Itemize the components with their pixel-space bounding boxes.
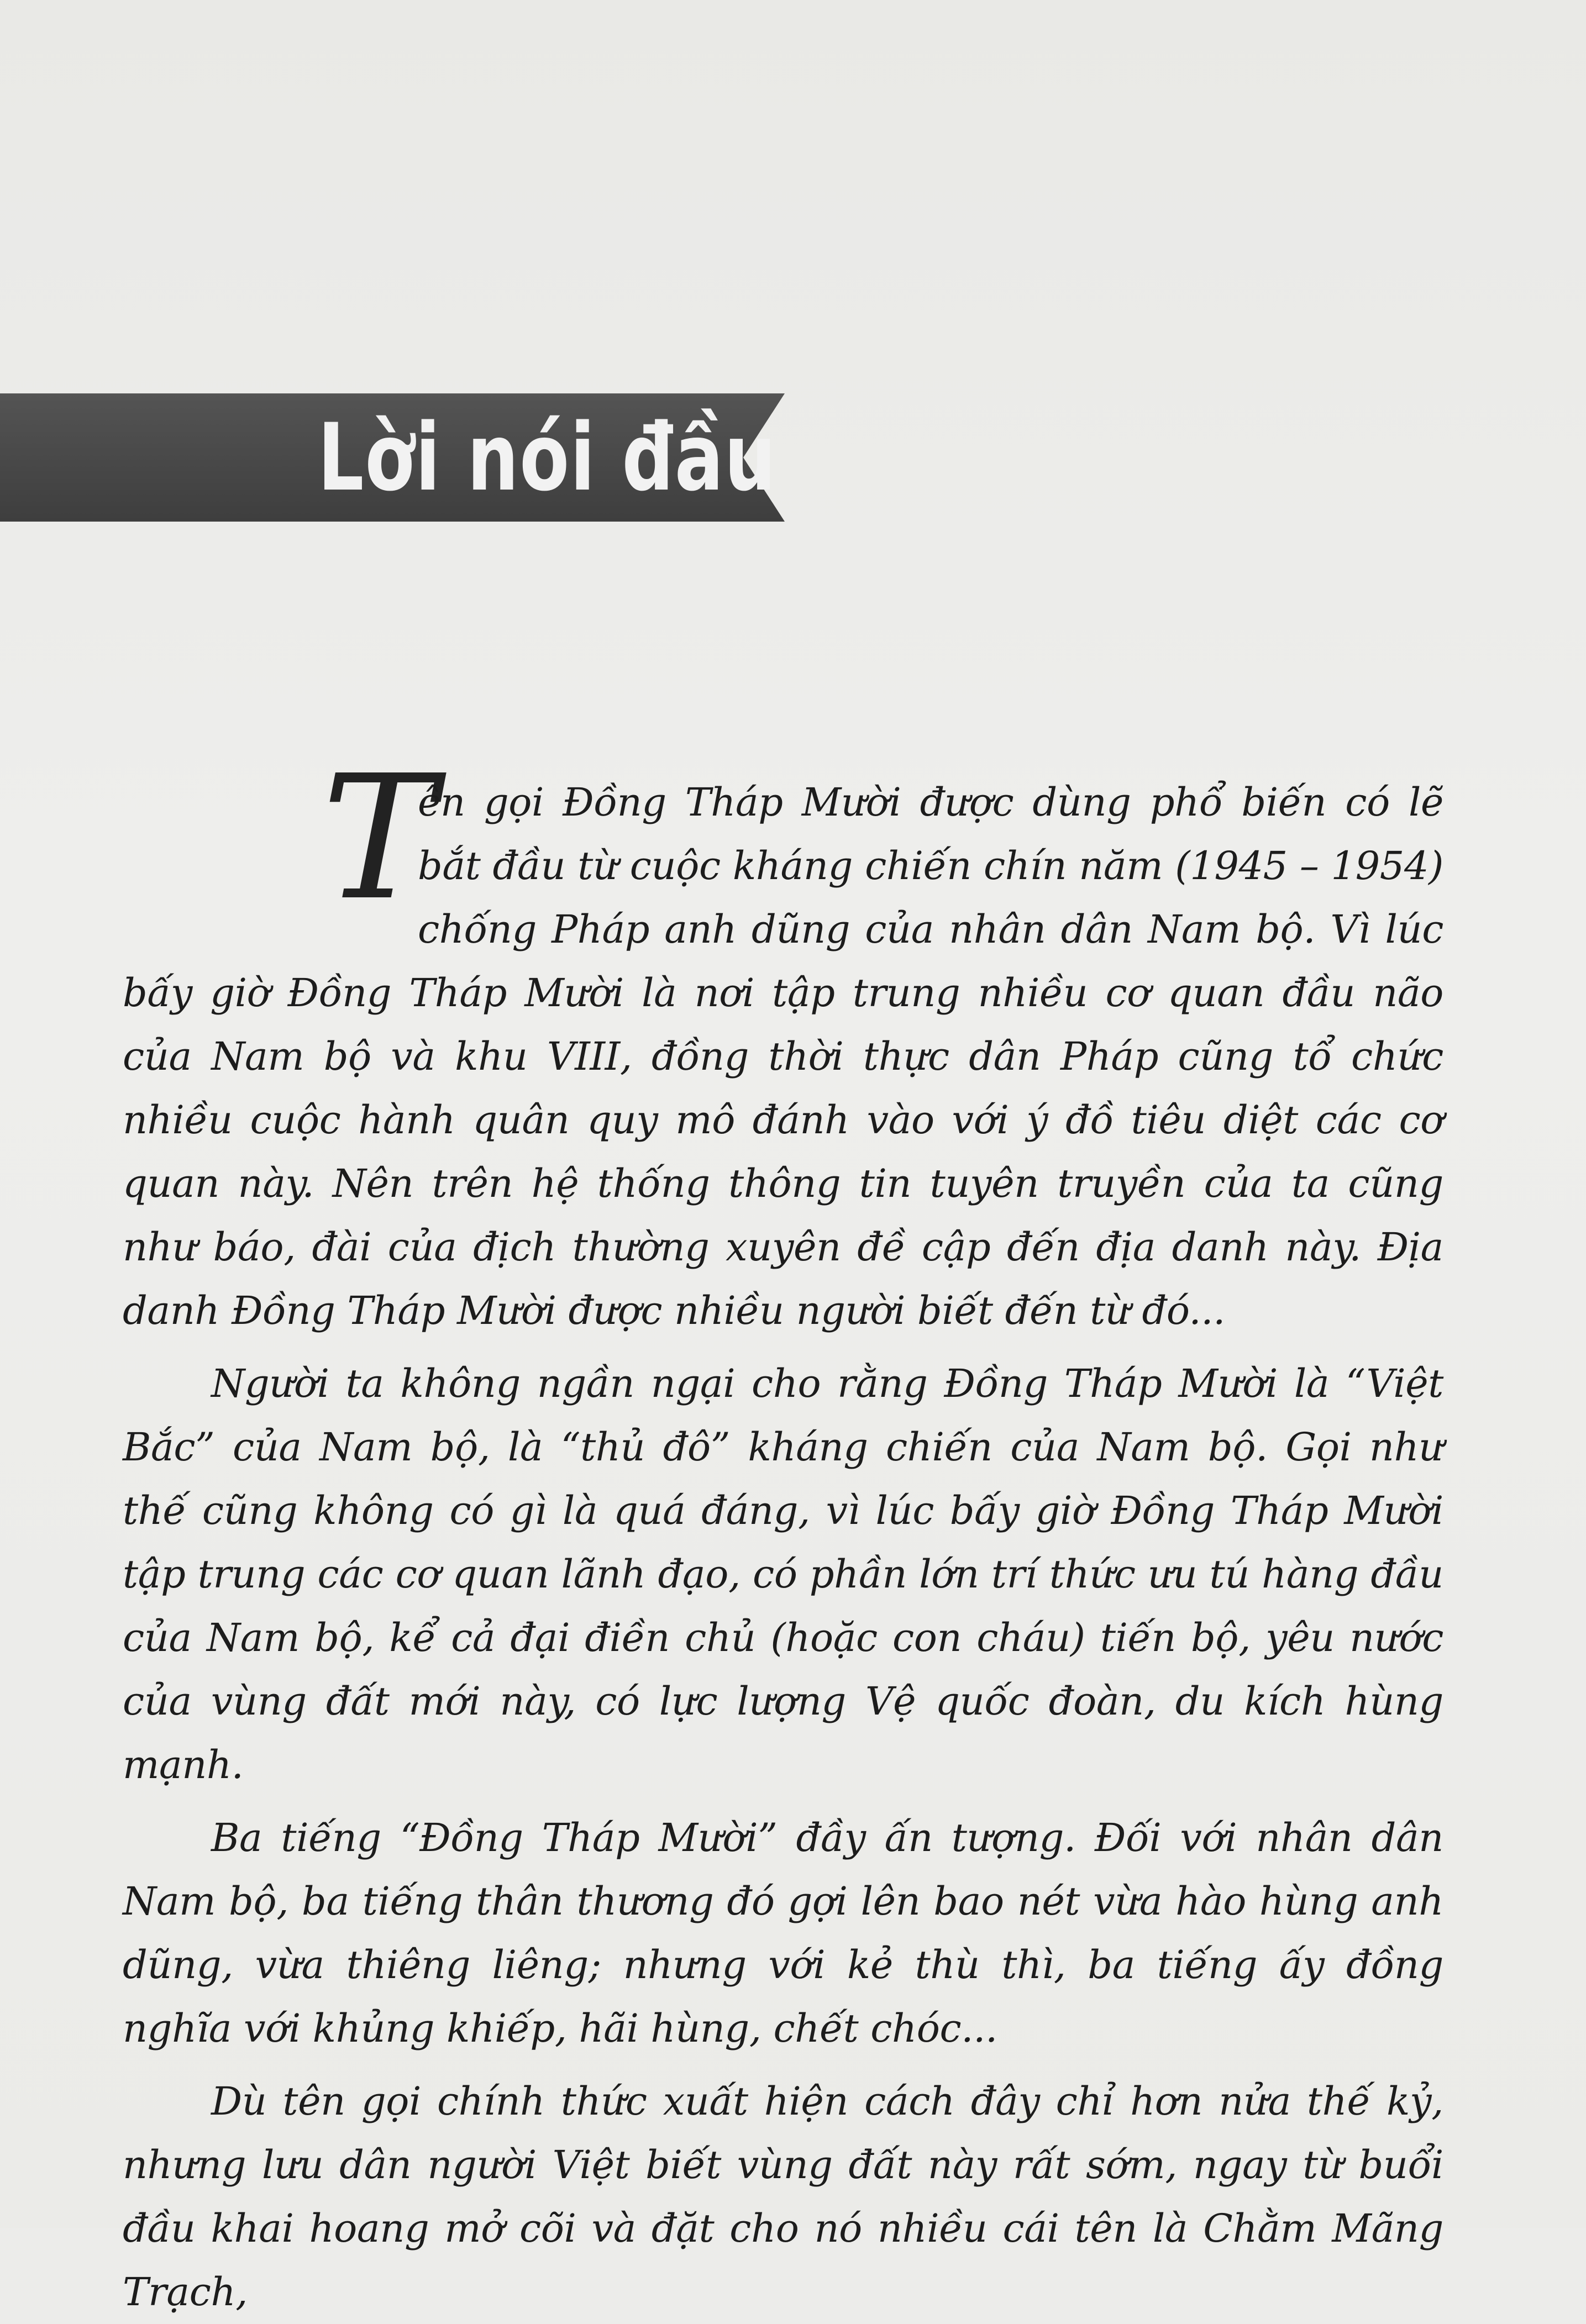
- paragraph-4: Dù tên gọi chính thức xuất hiện cách đây chỉ hơn nửa thế kỷ, nhưng lưu dân người Việt biết vùng đất này rất sớm, ngay từ buổi đầu khai hoang mở cõi và đặt cho nó nhiều cái tên là Chằm Mãng Trạch,: [123, 2079, 1443, 2315]
- paragraph-3: Ba tiếng “Đồng Tháp Mười” đầy ấn tượng. Đối với nhân dân Nam bộ, ba tiếng thân thương đó gợi lên bao nét vừa hào hùng anh dũng, vừa thiêng liêng; nhưng với kẻ thù thì, ba tiếng ấy đồng nghĩa với khủng khiếp, hãi hùng, chết chóc...: [123, 1815, 1443, 2051]
- paragraph-2: Người ta không ngần ngại cho rằng Đồng Tháp Mười là “Việt Bắc” của Nam bộ, là “thủ đô” kháng chiến của Nam bộ. Gọi như thế cũng không có gì là quá đáng, vì lúc bấy giờ Đồng Tháp Mười tập trung các cơ quan lãnh đạo, có phần lớn trí thức ưu tú hàng đầu của Nam bộ, kể cả đại điền chủ (hoặc con cháu) tiến bộ, yêu nước của vùng đất mới này, có lực lượng Vệ quốc đoàn, du kích hùng mạnh.: [123, 1361, 1443, 1787]
- chapter-banner: [0, 393, 785, 522]
- chapter-title: Lời nói đầu: [318, 403, 777, 512]
- drop-cap: T: [322, 739, 436, 938]
- paragraph-1: [123, 739, 1443, 1343]
- body-text: [123, 739, 1443, 2324]
- paragraph-1-text: ên gọi Đồng Tháp Mười được dùng phổ biến có lẽ bắt đầu từ cuộc kháng chiến chín năm (1945 – 1954) chống Pháp anh dũng của nhân dân Nam bộ. Vì lúc bấy giờ Đồng Tháp Mười là nơi tập trung nhiều cơ quan đầu não của Nam bộ và khu VIII, đồng thời thực dân Pháp cũng tổ chức nhiều cuộc hành quân quy mô đánh vào với ý đồ tiêu diệt các cơ quan này. Nên trên hệ thống thông tin tuyên truyền của ta cũng như báo, đài của địch thường xuyên đề cập đến địa danh này. Địa danh Đồng Tháp Mười được nhiều người biết đến từ đó...: [123, 780, 1443, 1333]
